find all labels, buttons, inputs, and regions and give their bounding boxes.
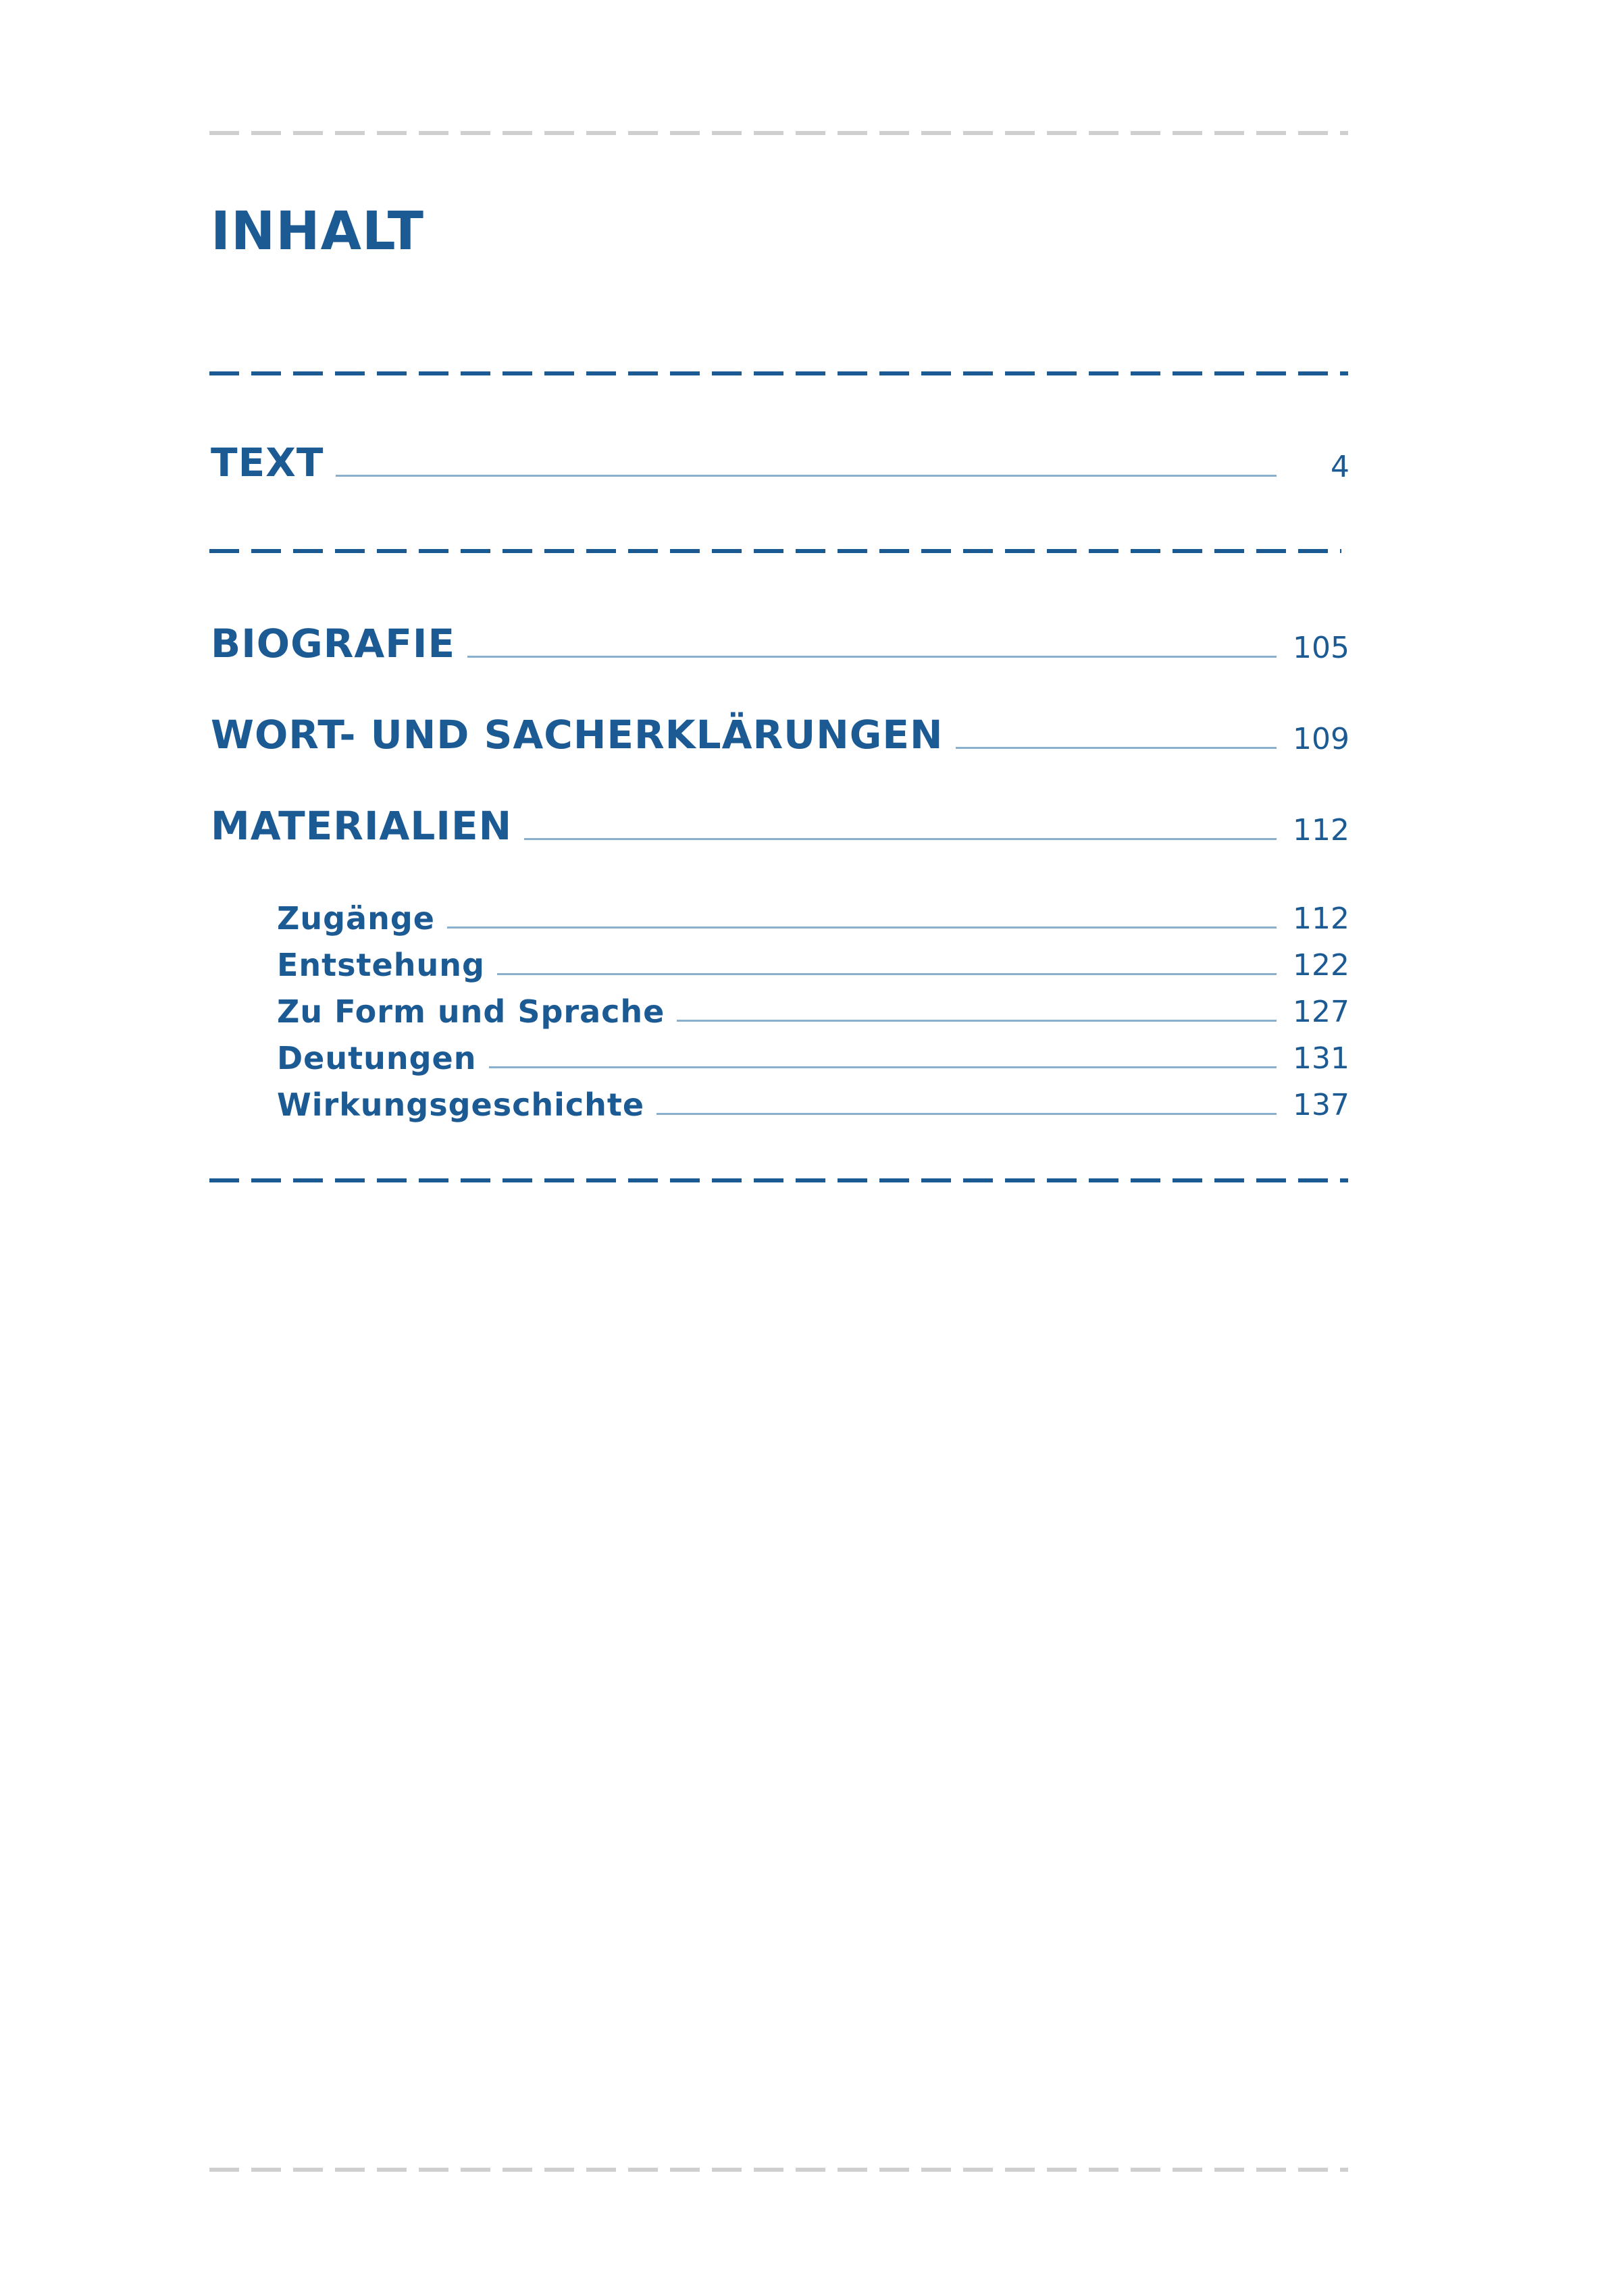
top-dashed-rule [209, 131, 1348, 135]
toc-subentry-entstehung[interactable] [277, 949, 1349, 981]
toc-entry-page: 4 [1331, 450, 1349, 484]
leader-line [336, 475, 1277, 477]
toc-entry-page: 105 [1293, 631, 1349, 665]
section-divider-top [209, 371, 1348, 375]
toc-entry-text[interactable] [211, 440, 1349, 486]
toc-subentry-label: Deutungen [277, 1040, 477, 1076]
leader-line [497, 973, 1277, 975]
toc-subentry-page: 131 [1293, 1041, 1349, 1076]
section-divider-middle [209, 549, 1341, 553]
leader-line [489, 1066, 1277, 1068]
toc-entry-label: BIOGRAFIE [211, 621, 456, 667]
toc-subentry-deutungen[interactable] [277, 1040, 1349, 1076]
toc-subentry-page: 122 [1293, 948, 1349, 983]
toc-subentry-label: Entstehung [277, 947, 485, 983]
toc-subentry-zu-form-und-sprache[interactable] [277, 993, 1349, 1030]
leader-line [677, 1020, 1277, 1022]
leader-line [956, 747, 1277, 749]
toc-entry-label: MATERIALIEN [211, 803, 513, 849]
toc-subentry-page: 127 [1293, 995, 1349, 1029]
section-divider-bottom [209, 1178, 1348, 1182]
toc-entry-wort-und-sacherklaerungen[interactable] [211, 712, 1349, 758]
toc-entry-label: TEXT [211, 440, 324, 486]
toc-subentry-label: Zu Form und Sprache [277, 993, 665, 1030]
toc-subentry-page: 137 [1293, 1088, 1349, 1122]
leader-line [524, 838, 1277, 840]
page-title: INHALT [211, 201, 424, 262]
toc-subentry-label: Zugänge [277, 900, 435, 937]
toc-subentry-label: Wirkungsgeschichte [277, 1087, 645, 1123]
leader-line [657, 1113, 1277, 1115]
toc-entry-page: 112 [1293, 813, 1349, 847]
toc-entry-materialien[interactable] [211, 803, 1349, 849]
toc-entry-biografie[interactable] [211, 621, 1349, 667]
leader-line [467, 656, 1277, 658]
toc-entry-page: 109 [1293, 722, 1349, 756]
toc-subentry-wirkungsgeschichte[interactable] [277, 1087, 1349, 1123]
toc-entry-label: WORT- UND SACHERKLÄRUNGEN [211, 712, 944, 758]
toc-subentry-zugaenge[interactable] [277, 900, 1349, 937]
toc-subentry-page: 112 [1293, 902, 1349, 936]
bottom-dashed-rule [209, 2168, 1348, 2172]
leader-line [447, 927, 1277, 929]
